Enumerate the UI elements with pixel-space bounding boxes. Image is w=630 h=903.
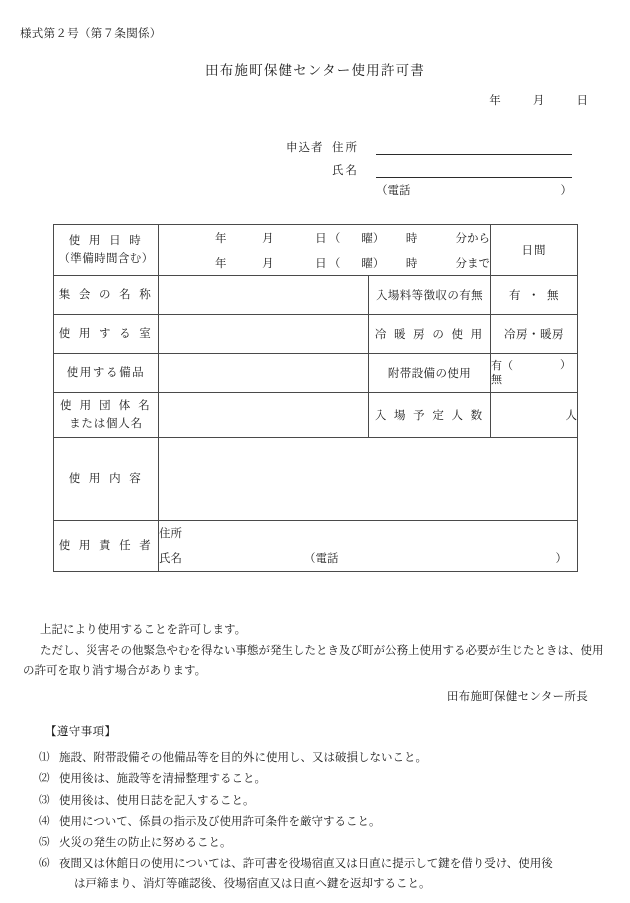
usage-datetime-label xyxy=(54,225,159,276)
admission-fee-options[interactable] xyxy=(491,276,578,315)
table-row-responsible-person xyxy=(54,521,578,572)
responsible-address-row[interactable] xyxy=(159,521,577,546)
issue-date-line xyxy=(489,92,588,108)
applicant-name-label: 氏名 xyxy=(332,163,359,177)
form-number: 様式第２号（第７条関係） xyxy=(20,26,162,40)
rule-number: ⑴ xyxy=(39,751,50,763)
usage-datetime-end-row[interactable] xyxy=(159,250,490,275)
usage-datetime-label-main: 使 用 日 時 xyxy=(68,233,144,248)
responsible-address-label: 住所 xyxy=(159,525,182,540)
list-item xyxy=(23,854,613,894)
table-row-usage-datetime xyxy=(54,225,578,276)
rule-number: ⑷ xyxy=(39,814,50,827)
list-item xyxy=(23,791,613,811)
compliance-rules-list xyxy=(23,748,613,895)
applicant-block xyxy=(286,132,572,198)
附帯設備-label: 附帯設備の使用 xyxy=(369,354,491,393)
rule-number: ⑸ xyxy=(39,836,50,849)
table-row-equipment-used xyxy=(54,354,578,393)
aircon-use-label: 冷 暖 房 の 使 用 xyxy=(369,315,491,354)
date-year-label: 年 xyxy=(489,93,501,107)
equipment-used-input[interactable] xyxy=(159,354,369,393)
days-unit-label: 日間 xyxy=(521,243,547,257)
usage-permit-table xyxy=(53,224,578,572)
group-name-input[interactable] xyxy=(159,393,369,438)
applicant-phone-open: （電話 xyxy=(376,183,411,197)
table-row-room-used xyxy=(54,315,578,354)
list-item xyxy=(23,812,613,832)
rule-text xyxy=(59,854,613,894)
caveat-sentence-text: ただし、災害その他緊急やむを得ない事態が発生したとき及び町が公務上使用する必要が生じたときは、使用の許可を取り消す場合があります。 xyxy=(23,643,604,677)
annex-facility-no[interactable]: 無 xyxy=(491,373,502,386)
usage-days-cell[interactable] xyxy=(491,225,578,276)
start-hour-label: 時 xyxy=(405,230,418,245)
rule-text-line2: は戸締まり、消灯等確認後、役場宿直又は日直へ鍵を返却すること。 xyxy=(74,876,431,891)
end-weekday-paren-open: （ xyxy=(328,255,341,270)
list-item xyxy=(23,769,613,789)
responsible-phone-close: ） xyxy=(555,550,567,565)
permit-sentence-text: 上記により使用することを許可します。 xyxy=(40,622,247,636)
annex-facility-paren-close: ） xyxy=(560,358,571,371)
applicant-address-row xyxy=(286,132,572,155)
admission-fee-separator: ・ xyxy=(528,288,540,302)
group-name-label-line1: 使 用 団 体 名 xyxy=(60,398,152,413)
usage-datetime-label-sub: （準備時間含む） xyxy=(58,251,154,265)
admission-fee-label: 入場料等徴収の有無 xyxy=(369,276,491,315)
responsible-phone-open: （電話 xyxy=(304,550,339,565)
table-row-meeting-name xyxy=(54,276,578,315)
responsible-name-label: 氏名 xyxy=(159,550,182,565)
rule-text: 使用後は、施設等を清掃整理すること。 xyxy=(59,771,266,786)
page-title: 田布施町保健センター使用許可書 xyxy=(205,63,425,79)
expected-attendance-label: 入 場 予 定 人 数 xyxy=(369,393,491,438)
meeting-name-input[interactable] xyxy=(159,276,369,315)
annex-facility-options[interactable] xyxy=(491,354,578,393)
people-unit-label: 人 xyxy=(565,408,577,422)
room-used-input[interactable] xyxy=(159,315,369,354)
rule-text: 使用後は、使用日誌を記入すること。 xyxy=(59,792,255,807)
date-month-label: 月 xyxy=(532,93,545,107)
rule-number: ⑹ xyxy=(39,857,50,870)
table-row-usage-content xyxy=(54,438,578,521)
end-day-label: 日 xyxy=(315,255,327,270)
group-name-label xyxy=(54,393,159,438)
responsible-name-row[interactable] xyxy=(159,546,577,571)
room-used-label: 使 用 す る 室 xyxy=(54,315,159,354)
start-minute-from-label: 分から xyxy=(455,230,490,245)
end-month-label: 月 xyxy=(262,255,274,270)
start-weekday-paren-open: （ xyxy=(328,230,341,245)
end-hour-label: 時 xyxy=(405,255,418,270)
permit-sentence xyxy=(23,620,611,640)
rule-text: 使用について、係員の指示及び使用許可条件を厳守すること。 xyxy=(59,813,381,828)
date-day-label: 日 xyxy=(576,93,588,107)
table-row-group-name xyxy=(54,393,578,438)
expected-attendance-input[interactable] xyxy=(491,393,578,438)
start-weekday-label: 曜） xyxy=(361,230,385,245)
end-year-label: 年 xyxy=(215,255,227,270)
rules-heading: 【遵守事項】 xyxy=(45,724,117,738)
applicant-address-label: 住所 xyxy=(332,140,359,154)
applicant-name-row xyxy=(286,155,572,178)
applicant-name-input[interactable] xyxy=(376,162,572,178)
admission-fee-yes[interactable]: 有 xyxy=(509,288,521,302)
meeting-name-label: 集 会 の 名 称 xyxy=(54,276,159,315)
usage-content-input[interactable] xyxy=(159,438,578,521)
usage-datetime-start-row[interactable] xyxy=(159,225,490,250)
caveat-sentence xyxy=(23,641,611,681)
start-day-label: 日 xyxy=(315,230,327,245)
start-month-label: 月 xyxy=(262,230,274,245)
group-name-label-line2: または個人名 xyxy=(69,416,143,430)
responsible-person-label: 使 用 責 任 者 xyxy=(54,521,159,572)
end-weekday-label: 曜） xyxy=(361,255,385,270)
applicant-phone-row[interactable] xyxy=(376,178,572,198)
signer-name: 田布施町保健センター所長 xyxy=(446,689,588,703)
responsible-person-fields[interactable] xyxy=(159,521,578,572)
annex-facility-yes[interactable]: 有（ xyxy=(491,359,513,373)
applicant-phone-close: ） xyxy=(560,183,572,197)
usage-datetime-fields[interactable] xyxy=(159,225,491,276)
start-year-label: 年 xyxy=(215,230,227,245)
applicant-tag: 申込者 xyxy=(286,140,324,154)
rule-text-line1: 夜間又は休館日の使用については、許可書を役場宿直又は日直に提示して鍵を借り受け、使用後 xyxy=(59,856,553,871)
rule-text: 施設、附帯設備その他備品等を目的外に使用し、又は破損しないこと。 xyxy=(59,750,427,764)
aircon-use-options[interactable]: 冷房・暖房 xyxy=(491,315,578,354)
end-minute-to-label: 分まで xyxy=(455,255,490,270)
list-item xyxy=(23,833,613,853)
applicant-address-input[interactable] xyxy=(376,139,572,155)
rule-number: ⑶ xyxy=(39,793,50,806)
rule-number: ⑵ xyxy=(39,772,50,785)
equipment-used-label: 使用する備品 xyxy=(54,354,159,393)
admission-fee-no[interactable]: 無 xyxy=(547,288,559,302)
rule-text: 火災の発生の防止に努めること。 xyxy=(59,835,232,850)
usage-content-label: 使 用 内 容 xyxy=(54,438,159,521)
list-item xyxy=(23,748,613,768)
